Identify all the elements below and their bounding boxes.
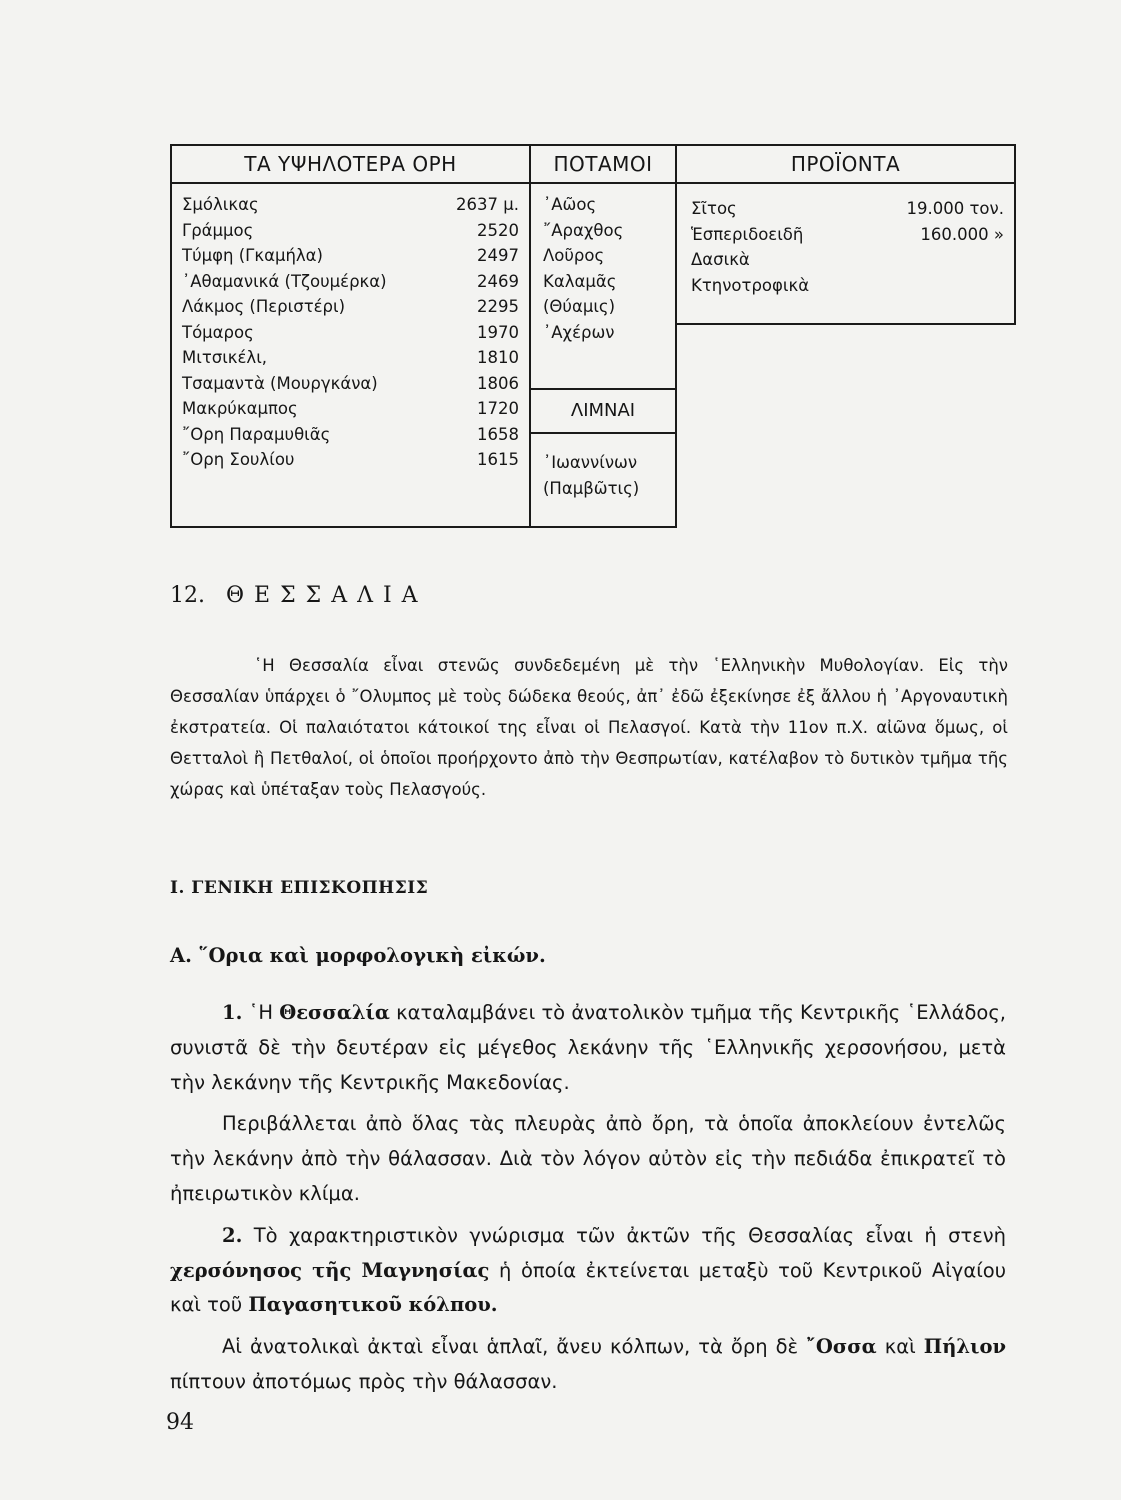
mountain-row — [182, 396, 521, 422]
paragraph-3-bold-1: χερσόνησος τῆς Μαγνησίας — [170, 1258, 490, 1282]
mountain-row-name: Τόμαρος — [182, 322, 254, 342]
mountain-row-name: Γράμμος — [182, 220, 254, 240]
lakes-list — [543, 450, 671, 501]
chapter-heading — [170, 583, 428, 608]
rivers-header: ΠΟΤΑΜΟΙ — [531, 146, 675, 184]
mountain-row-name: Σμόλικας — [182, 195, 259, 214]
product-row-value: 19.000 τον. — [906, 199, 1004, 218]
paragraph-1-pre: ῾Η — [248, 1001, 273, 1024]
mountain-row-name: ῎Ορη Σουλίου — [182, 450, 295, 469]
mountain-row-name: Μακρύκαμπος — [182, 399, 298, 418]
rivers-list — [543, 192, 671, 345]
product-row-name: Σῖτος — [691, 199, 737, 218]
product-row — [691, 196, 1004, 222]
mountain-row-value: 1615 — [477, 450, 519, 469]
river-item-name: Καλαμᾶς — [543, 271, 617, 291]
page-number: 94 — [166, 1410, 194, 1435]
river-item-name: ᾿Αχέρων — [543, 322, 615, 342]
product-row-name: Κτηνοτροφικὰ — [691, 275, 810, 295]
mountain-row — [182, 294, 521, 320]
paragraph-4-bold-2: Πήλιον — [923, 1335, 1007, 1359]
mountain-row-value: 1806 — [477, 373, 519, 393]
mountain-row-value: 2637 μ. — [456, 195, 519, 214]
rivers-box — [529, 144, 677, 528]
lake-item — [543, 450, 671, 476]
paragraph-1-number: 1. — [222, 1001, 243, 1024]
paragraph-1-bold: Θεσσαλία — [279, 1001, 390, 1024]
product-row-name: Ἑσπεριδοειδῆ — [691, 224, 804, 244]
mountain-row-value: 2497 — [477, 246, 519, 265]
paragraph-4-d: πίπτουν ἀποτόμως πρὸς τὴν θάλασσαν. — [170, 1369, 558, 1393]
paragraph-3-number: 2. — [222, 1223, 243, 1247]
mountain-row-value: 2295 — [477, 297, 519, 316]
mountain-row-name: Τσαμαντὰ (Μουργκάνα) — [182, 373, 378, 393]
river-item — [543, 294, 671, 320]
mountain-row — [182, 371, 521, 397]
product-row-name: Δασικὰ — [691, 250, 750, 269]
paragraph-4 — [170, 1330, 1006, 1400]
intro-paragraph — [170, 650, 1008, 805]
geography-table — [170, 144, 1016, 528]
river-item — [543, 192, 671, 218]
products-box — [675, 144, 1016, 325]
lake-item-name: (Παμβῶτις) — [543, 478, 640, 498]
mountain-row-value: 1970 — [477, 322, 519, 342]
mountain-row-name: Μιτσικέλι, — [182, 348, 268, 367]
paragraph-1-rest: καταλαμβάνει τὸ ἀνατολικὸν τμῆμα τῆς Κεντρικῆς ῾Ελλάδος, συνιστᾶ δὲ τὴν δευτέραν εἰς μέγεθος λεκάνην τῆς ῾Ελληνικῆς χερσονήσου, μετὰ τὴν λεκάνην τῆς Κεντρικῆς Μακεδονίας. — [170, 1001, 1006, 1094]
paragraph-3-c: ἡ ὁποία ἐκτείνεται μεταξὺ τοῦ Κεντρικοῦ Αἰγαίου καὶ τοῦ — [170, 1258, 1007, 1317]
river-item — [543, 269, 671, 295]
mountain-row — [182, 320, 521, 346]
mountain-row-value: 1810 — [477, 348, 519, 367]
chapter-number: 12. — [170, 583, 205, 608]
mountains-list — [182, 192, 521, 473]
paragraph-4-c: καὶ — [884, 1335, 916, 1359]
paragraph-3 — [170, 1219, 1006, 1323]
river-item-name: ῎Αραχθος — [543, 220, 624, 240]
paragraph-4-a: Αἱ ἀνατολικαὶ ἀκταὶ εἶναι ἁπλαῖ, ἄνευ κόλπων, τὰ ὄρη δὲ — [222, 1335, 799, 1359]
lake-item — [543, 476, 671, 502]
intro-text: ῾Η Θεσσαλία εἶναι στενῶς συνδεδεμένη μὲ τὴν ῾Ελληνικὴν Μυθολογίαν. Εἰς τὴν Θεσσαλίαν ὑπάρχει ὁ ῎Ολυμπος μὲ τοὺς δώδεκα θεούς, ἀπ᾿ ἐδῶ ἐξεκίνησε ἐξ ἄλλου ἡ ᾿Αργοναυτικὴ ἐκστρατεία. Οἱ παλαιότατοι κάτοικοί της εἶναι οἱ Πελασγοί. Κατὰ τὴν 11ον π.Χ. αἰῶνα ὅμως, οἱ Θετταλοὶ ἢ Πετθαλοί, οἱ ὁποῖοι προήρχοντο ἀπὸ τὴν Θεσπρωτίαν, κατέλαβον τὸ δυτικὸν τμῆμα τῆς χώρας καὶ ὑπέταξαν τοὺς Πελασγούς. — [170, 656, 1008, 799]
mountain-row-name: ῎Ορη Παραμυθιᾶς — [182, 424, 331, 444]
lakes-header: ΛΙΜΝΑΙ — [531, 388, 675, 434]
mountain-row-name: Τύμφη (Γκαμήλα) — [182, 246, 323, 265]
paragraph-2: Περιβάλλεται ἀπὸ ὅλας τὰς πλευρὰς ἀπὸ ὄρη, τὰ ὁποῖα ἀποκλείουν ἐντελῶς τὴν λεκάνην ἀπὸ τὴν θάλασσαν. Διὰ τὸν λόγον αὐτὸν εἰς τὴν πεδιάδα ἐπικρατεῖ τὸ ἠπειρωτικὸν κλίμα. — [170, 1112, 1006, 1205]
section-heading: Ι. ΓΕΝΙΚΗ ΕΠΙΣΚΟΠΗΣΙΣ — [170, 878, 429, 898]
subsection-heading: Α. ῞Ορια καὶ μορφολογικὴ εἰκών. — [170, 944, 546, 967]
mountain-row-name: ᾿Αθαμανικά (Τζουμέρκα) — [182, 271, 387, 291]
river-item-name: Λοῦρος — [543, 246, 605, 265]
products-list — [691, 196, 1004, 298]
paragraph-3-bold-2: Παγασητικοῦ κόλπου. — [248, 1293, 498, 1317]
mountain-row-value: 2469 — [477, 271, 519, 291]
product-row-value: 160.000 » — [920, 224, 1004, 244]
product-row — [691, 247, 1004, 273]
mountain-row — [182, 422, 521, 448]
mountain-row — [182, 447, 521, 473]
paragraph-1 — [170, 996, 1006, 1100]
lake-item-name: ᾿Ιωαννίνων — [543, 453, 638, 472]
river-item-name: (Θύαμις) — [543, 297, 616, 316]
product-row — [691, 273, 1004, 299]
river-item — [543, 243, 671, 269]
products-header: ΠΡΟΪΟΝΤΑ — [677, 146, 1014, 184]
mountain-row-name: Λάκμος (Περιστέρι) — [182, 297, 346, 316]
mountain-row — [182, 269, 521, 295]
product-row — [691, 222, 1004, 248]
river-item — [543, 218, 671, 244]
mountain-row-value: 2520 — [477, 220, 519, 240]
main-text — [170, 996, 1006, 1407]
paragraph-3-a: Τὸ χαρακτηριστικὸν γνώρισμα τῶν ἀκτῶν τῆς Θεσσαλίας εἶναι ἡ στενὴ — [253, 1223, 1006, 1247]
mountains-header: ΤΑ ΥΨΗΛΟΤΕΡΑ ΟΡΗ — [172, 146, 529, 184]
mountain-row-value: 1658 — [477, 424, 519, 444]
chapter-title: ΘΕΣΣΑΛΙΑ — [226, 583, 428, 608]
river-item-name: ᾿Αῶος — [543, 195, 597, 214]
river-item — [543, 320, 671, 346]
mountain-row — [182, 243, 521, 269]
mountain-row — [182, 192, 521, 218]
paragraph-4-bold-1: ῎Οσσα — [806, 1335, 877, 1359]
mountain-row — [182, 345, 521, 371]
mountain-row — [182, 218, 521, 244]
mountains-box — [170, 144, 531, 528]
mountain-row-value: 1720 — [477, 399, 519, 418]
